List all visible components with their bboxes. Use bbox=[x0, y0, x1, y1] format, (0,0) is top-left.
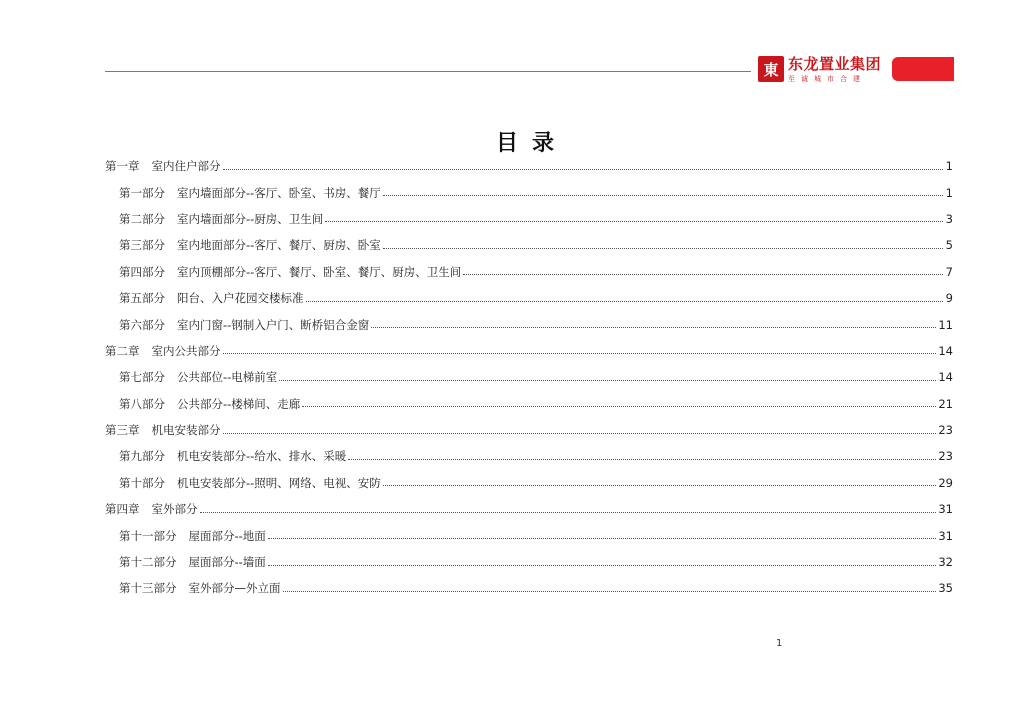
toc-entry-page: 3 bbox=[945, 211, 953, 226]
toc-dot-leader bbox=[383, 485, 937, 486]
toc-entry-page: 21 bbox=[938, 396, 953, 411]
toc-dot-leader bbox=[302, 406, 936, 407]
toc-dot-leader bbox=[223, 433, 937, 434]
toc-entry-page: 1 bbox=[945, 159, 953, 174]
company-slogan: 至诚城市合建 bbox=[788, 75, 866, 83]
toc-entry-page: 32 bbox=[938, 555, 953, 570]
toc-entry-page: 35 bbox=[938, 581, 953, 596]
toc-dot-leader bbox=[200, 512, 937, 513]
toc-entry-number: 第十一部分 bbox=[119, 528, 177, 543]
toc-entry-title: 阳台、入户花园交楼标准 bbox=[177, 291, 304, 306]
toc-entry-page: 11 bbox=[938, 317, 953, 332]
toc-entry-number: 第九部分 bbox=[119, 449, 165, 464]
toc-section-row[interactable] bbox=[105, 575, 953, 601]
toc-chapter-row[interactable] bbox=[105, 153, 953, 179]
toc-entry-title: 室外部分—外立面 bbox=[188, 581, 281, 596]
toc-dot-leader bbox=[283, 591, 937, 592]
toc-entry-number: 第二部分 bbox=[119, 211, 165, 226]
toc-section-row[interactable] bbox=[105, 232, 953, 258]
toc-entry-title: 室内公共部分 bbox=[151, 343, 221, 358]
toc-entry-page: 1 bbox=[945, 185, 953, 200]
toc-entry-title: 室内住户部分 bbox=[151, 159, 221, 174]
toc-dot-leader bbox=[383, 195, 943, 196]
toc-entry-title: 公共部位--电梯前室 bbox=[177, 370, 278, 385]
toc-entry-title: 室内墙面部分--客厅、卧室、书房、餐厅 bbox=[177, 185, 381, 200]
toc-entry-page: 31 bbox=[938, 502, 953, 517]
toc-entry-number: 第二章 bbox=[105, 343, 140, 358]
toc-entry-title: 室内门窗--钢制入户门、断桥铝合金窗 bbox=[177, 317, 370, 332]
toc-entry-page: 14 bbox=[938, 343, 953, 358]
company-logo bbox=[758, 56, 881, 84]
toc-entry-number: 第四部分 bbox=[119, 264, 165, 279]
toc-entry-number: 第三部分 bbox=[119, 238, 165, 253]
toc-section-row[interactable] bbox=[105, 259, 953, 285]
toc-section-row[interactable] bbox=[105, 470, 953, 496]
toc-chapter-row[interactable] bbox=[105, 496, 953, 522]
toc-section-row[interactable] bbox=[105, 522, 953, 548]
page-number: 1 bbox=[776, 638, 783, 649]
toc-entry-title: 屋面部分--墙面 bbox=[188, 555, 266, 570]
toc-entry-number: 第一章 bbox=[105, 159, 140, 174]
toc-entry-title: 公共部分--楼梯间、走廊 bbox=[177, 396, 301, 411]
toc-dot-leader bbox=[348, 459, 936, 460]
toc-entry-number: 第一部分 bbox=[119, 185, 165, 200]
header-red-tab bbox=[892, 57, 954, 81]
toc-entry-page: 29 bbox=[938, 475, 953, 490]
toc-entry-number: 第十二部分 bbox=[119, 555, 177, 570]
company-name: 东龙置业集团 bbox=[788, 55, 882, 73]
toc-entry-number: 第六部分 bbox=[119, 317, 165, 332]
logo-text bbox=[788, 56, 881, 84]
toc-entry-title: 室内顶棚部分--客厅、餐厅、卧室、餐厅、厨房、卫生间 bbox=[177, 264, 462, 279]
toc-dot-leader bbox=[463, 274, 943, 275]
toc-entry-page: 9 bbox=[945, 291, 953, 306]
toc-dot-leader bbox=[223, 353, 937, 354]
table-of-contents bbox=[105, 153, 953, 602]
toc-entry-page: 23 bbox=[938, 423, 953, 438]
page-title: 目录 bbox=[495, 131, 568, 156]
toc-entry-number: 第十部分 bbox=[119, 475, 165, 490]
toc-entry-number: 第三章 bbox=[105, 423, 140, 438]
toc-dot-leader bbox=[325, 221, 943, 222]
toc-dot-leader bbox=[383, 248, 943, 249]
toc-section-row[interactable] bbox=[105, 285, 953, 311]
toc-entry-number: 第四章 bbox=[105, 502, 140, 517]
toc-entry-page: 31 bbox=[938, 528, 953, 543]
toc-entry-page: 14 bbox=[938, 370, 953, 385]
logo-seal-icon: 東 bbox=[758, 56, 784, 82]
toc-dot-leader bbox=[223, 169, 944, 170]
toc-section-row[interactable] bbox=[105, 206, 953, 232]
toc-entry-number: 第七部分 bbox=[119, 370, 165, 385]
toc-entry-title: 屋面部分--地面 bbox=[188, 528, 266, 543]
toc-entry-title: 室内地面部分--客厅、餐厅、厨房、卧室 bbox=[177, 238, 381, 253]
toc-section-row[interactable] bbox=[105, 179, 953, 205]
toc-entry-title: 机电安装部分--给水、排水、采暖 bbox=[177, 449, 347, 464]
toc-entry-page: 7 bbox=[945, 264, 953, 279]
toc-section-row[interactable] bbox=[105, 364, 953, 390]
toc-dot-leader bbox=[268, 538, 937, 539]
toc-entry-page: 5 bbox=[945, 238, 953, 253]
toc-entry-number: 第八部分 bbox=[119, 396, 165, 411]
toc-section-row[interactable] bbox=[105, 391, 953, 417]
toc-entry-number: 第十三部分 bbox=[119, 581, 177, 596]
toc-section-row[interactable] bbox=[105, 443, 953, 469]
toc-entry-number: 第五部分 bbox=[119, 291, 165, 306]
toc-section-row[interactable] bbox=[105, 549, 953, 575]
toc-chapter-row[interactable] bbox=[105, 417, 953, 443]
toc-dot-leader bbox=[268, 565, 937, 566]
toc-chapter-row[interactable] bbox=[105, 338, 953, 364]
header-rule bbox=[105, 71, 751, 72]
toc-entry-page: 23 bbox=[938, 449, 953, 464]
toc-dot-leader bbox=[306, 301, 944, 302]
toc-entry-title: 室外部分 bbox=[151, 502, 198, 517]
toc-dot-leader bbox=[371, 327, 936, 328]
toc-entry-title: 机电安装部分 bbox=[151, 423, 221, 438]
toc-entry-title: 机电安装部分--照明、网络、电视、安防 bbox=[177, 475, 381, 490]
toc-entry-title: 室内墙面部分--厨房、卫生间 bbox=[177, 211, 324, 226]
toc-dot-leader bbox=[279, 380, 936, 381]
toc-section-row[interactable] bbox=[105, 311, 953, 337]
